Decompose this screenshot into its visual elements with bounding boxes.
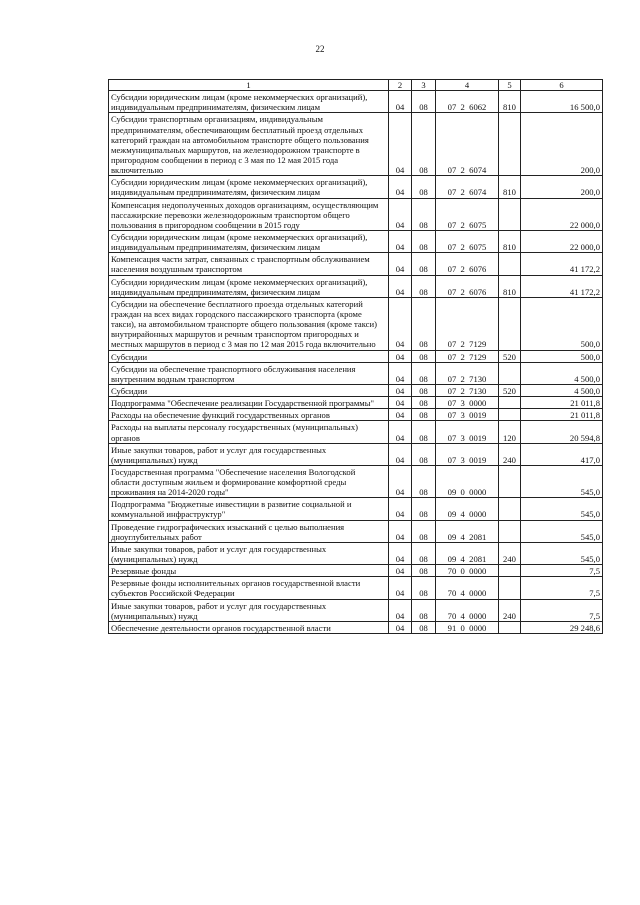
row-section-cell: 04 [389, 230, 412, 252]
row-amount-cell: 41 172,2 [521, 275, 603, 297]
row-expense-type-cell: 520 [499, 350, 521, 362]
row-expense-type-cell [499, 498, 521, 520]
row-amount-cell: 200,0 [521, 113, 603, 176]
row-subsection-cell: 08 [412, 599, 436, 621]
row-amount-cell: 20 594,8 [521, 421, 603, 443]
row-target-article-cell: 09 4 2081 [436, 542, 499, 564]
row-target-article-cell: 07 2 7130 [436, 362, 499, 384]
row-target-article-cell: 07 2 7130 [436, 384, 499, 396]
table-row [109, 198, 603, 230]
row-name-cell: Субсидии на обеспечение транспортного обслуживания населения внутренним водным транспортом [109, 362, 389, 384]
row-target-article-cell: 07 2 6074 [436, 113, 499, 176]
column-header: 5 [499, 80, 521, 91]
row-target-article-cell: 07 2 6074 [436, 176, 499, 198]
row-section-cell: 04 [389, 113, 412, 176]
row-target-article-cell: 07 3 0019 [436, 421, 499, 443]
row-amount-cell: 16 500,0 [521, 91, 603, 113]
row-target-article-cell: 09 4 2081 [436, 520, 499, 542]
row-expense-type-cell [499, 397, 521, 409]
row-expense-type-cell [499, 253, 521, 275]
row-amount-cell: 41 172,2 [521, 253, 603, 275]
row-amount-cell: 4 500,0 [521, 362, 603, 384]
row-section-cell: 04 [389, 465, 412, 497]
row-expense-type-cell [499, 362, 521, 384]
row-name-cell: Подпрограмма "Бюджетные инвестиции в развитие социальной и коммунальной инфраструктур" [109, 498, 389, 520]
column-header: 4 [436, 80, 499, 91]
row-target-article-cell: 70 0 0000 [436, 565, 499, 577]
row-expense-type-cell: 810 [499, 91, 521, 113]
row-section-cell: 04 [389, 253, 412, 275]
row-section-cell: 04 [389, 599, 412, 621]
table-row [109, 350, 603, 362]
row-expense-type-cell: 810 [499, 275, 521, 297]
row-amount-cell: 7,5 [521, 599, 603, 621]
table-header-row [109, 80, 603, 91]
row-subsection-cell: 08 [412, 198, 436, 230]
row-expense-type-cell: 810 [499, 230, 521, 252]
row-target-article-cell: 07 3 0019 [436, 443, 499, 465]
row-expense-type-cell [499, 409, 521, 421]
row-section-cell: 04 [389, 577, 412, 599]
row-name-cell: Компенсация недополученных доходов организациям, осуществляющим пассажирские перевозки железнодорожным транспортом общего пользования в пригородном сообщении в 2015 году [109, 198, 389, 230]
row-subsection-cell: 08 [412, 362, 436, 384]
row-subsection-cell: 08 [412, 275, 436, 297]
row-name-cell: Расходы на обеспечение функций государственных органов [109, 409, 389, 421]
row-name-cell: Субсидии юридическим лицам (кроме некоммерческих организаций), индивидуальным предпринимателям, физическим лицам [109, 91, 389, 113]
row-target-article-cell: 09 4 0000 [436, 498, 499, 520]
table-row [109, 599, 603, 621]
row-name-cell: Компенсация части затрат, связанных с транспортным обслуживанием населения воздушным транспортом [109, 253, 389, 275]
row-expense-type-cell: 120 [499, 421, 521, 443]
row-expense-type-cell: 240 [499, 599, 521, 621]
row-section-cell: 04 [389, 362, 412, 384]
row-target-article-cell: 07 2 7129 [436, 297, 499, 350]
row-name-cell: Субсидии юридическим лицам (кроме некоммерческих организаций), индивидуальным предпринимателям, физическим лицам [109, 230, 389, 252]
row-section-cell: 04 [389, 275, 412, 297]
row-expense-type-cell: 520 [499, 384, 521, 396]
row-name-cell: Государственная программа "Обеспечение населения Вологодской области доступным жильем и формирование комфортной среды проживания на 2014-2020 годы" [109, 465, 389, 497]
row-section-cell: 04 [389, 621, 412, 633]
table-row [109, 113, 603, 176]
row-subsection-cell: 08 [412, 421, 436, 443]
row-amount-cell: 200,0 [521, 176, 603, 198]
row-name-cell: Субсидии [109, 350, 389, 362]
row-amount-cell: 29 248,6 [521, 621, 603, 633]
row-expense-type-cell [499, 565, 521, 577]
row-subsection-cell: 08 [412, 577, 436, 599]
row-expense-type-cell [499, 198, 521, 230]
row-section-cell: 04 [389, 421, 412, 443]
table-row [109, 421, 603, 443]
row-name-cell: Субсидии [109, 384, 389, 396]
row-name-cell: Подпрограмма "Обеспечение реализации Государственной программы" [109, 397, 389, 409]
row-subsection-cell: 08 [412, 297, 436, 350]
row-section-cell: 04 [389, 520, 412, 542]
table-row [109, 253, 603, 275]
row-subsection-cell: 08 [412, 230, 436, 252]
row-section-cell: 04 [389, 542, 412, 564]
row-amount-cell: 22 000,0 [521, 230, 603, 252]
table-row [109, 275, 603, 297]
row-subsection-cell: 08 [412, 176, 436, 198]
row-expense-type-cell [499, 621, 521, 633]
row-subsection-cell: 08 [412, 498, 436, 520]
row-target-article-cell: 91 0 0000 [436, 621, 499, 633]
table-row [109, 362, 603, 384]
page-number: 22 [315, 44, 325, 54]
row-name-cell: Расходы на выплаты персоналу государственных (муниципальных) органов [109, 421, 389, 443]
row-target-article-cell: 07 2 6062 [436, 91, 499, 113]
row-name-cell: Резервные фонды [109, 565, 389, 577]
row-section-cell: 04 [389, 498, 412, 520]
table-row [109, 297, 603, 350]
row-target-article-cell: 70 4 0000 [436, 577, 499, 599]
table-row [109, 565, 603, 577]
row-section-cell: 04 [389, 565, 412, 577]
column-header: 2 [389, 80, 412, 91]
column-header: 3 [412, 80, 436, 91]
row-name-cell: Иные закупки товаров, работ и услуг для государственных (муниципальных) нужд [109, 542, 389, 564]
row-section-cell: 04 [389, 198, 412, 230]
row-section-cell: 04 [389, 409, 412, 421]
row-amount-cell: 545,0 [521, 520, 603, 542]
row-subsection-cell: 08 [412, 520, 436, 542]
row-name-cell: Обеспечение деятельности органов государственной власти [109, 621, 389, 633]
row-section-cell: 04 [389, 91, 412, 113]
row-target-article-cell: 07 2 7129 [436, 350, 499, 362]
row-subsection-cell: 08 [412, 91, 436, 113]
row-amount-cell: 7,5 [521, 565, 603, 577]
row-amount-cell: 500,0 [521, 297, 603, 350]
row-subsection-cell: 08 [412, 384, 436, 396]
row-name-cell: Субсидии юридическим лицам (кроме некоммерческих организаций), индивидуальным предпринимателям, физическим лицам [109, 176, 389, 198]
table-row [109, 520, 603, 542]
table-row [109, 621, 603, 633]
row-subsection-cell: 08 [412, 621, 436, 633]
row-amount-cell: 545,0 [521, 465, 603, 497]
row-target-article-cell: 07 2 6075 [436, 198, 499, 230]
row-name-cell: Субсидии на обеспечение бесплатного проезда отдельных категорий граждан на всех видах городского пассажирского транспорта (кроме такси), на автомобильном транспорте общего пользования (кроме такси) внутрирайонных маршрутов и речным транспортом пригородных и местных маршрутов в период с 3 мая по 12 мая 2015 года включительно [109, 297, 389, 350]
row-expense-type-cell: 240 [499, 443, 521, 465]
row-subsection-cell: 08 [412, 397, 436, 409]
row-section-cell: 04 [389, 397, 412, 409]
row-section-cell: 04 [389, 297, 412, 350]
row-subsection-cell: 08 [412, 565, 436, 577]
row-expense-type-cell [499, 577, 521, 599]
row-target-article-cell: 07 3 0000 [436, 397, 499, 409]
row-amount-cell: 21 011,8 [521, 397, 603, 409]
row-expense-type-cell [499, 113, 521, 176]
row-amount-cell: 4 500,0 [521, 384, 603, 396]
row-subsection-cell: 08 [412, 542, 436, 564]
row-subsection-cell: 08 [412, 350, 436, 362]
table-row [109, 230, 603, 252]
row-amount-cell: 22 000,0 [521, 198, 603, 230]
row-section-cell: 04 [389, 176, 412, 198]
row-subsection-cell: 08 [412, 113, 436, 176]
row-subsection-cell: 08 [412, 465, 436, 497]
row-target-article-cell: 07 3 0019 [436, 409, 499, 421]
row-name-cell: Субсидии юридическим лицам (кроме некоммерческих организаций), индивидуальным предпринимателям, физическим лицам [109, 275, 389, 297]
row-target-article-cell: 70 4 0000 [436, 599, 499, 621]
row-name-cell: Проведение гидрографических изысканий с целью выполнения дноуглубительных работ [109, 520, 389, 542]
table-row [109, 465, 603, 497]
row-expense-type-cell: 240 [499, 542, 521, 564]
row-name-cell: Резервные фонды исполнительных органов государственной власти субъектов Российской Федерации [109, 577, 389, 599]
row-amount-cell: 500,0 [521, 350, 603, 362]
table-row [109, 91, 603, 113]
row-expense-type-cell: 810 [499, 176, 521, 198]
column-header: 1 [109, 80, 389, 91]
row-amount-cell: 7,5 [521, 577, 603, 599]
row-amount-cell: 21 011,8 [521, 409, 603, 421]
row-target-article-cell: 07 2 6075 [436, 230, 499, 252]
table-row [109, 384, 603, 396]
row-target-article-cell: 09 0 0000 [436, 465, 499, 497]
row-name-cell: Субсидии транспортным организациям, индивидуальным предпринимателям, обеспечивающим бесплатный проезд отдельных категорий граждан на автомобильном транспорте общего пользования межмуниципальных маршрутов, на железнодорожном транспорте в пригородном сообщении в период с 3 мая по 12 мая 2015 года включительно [109, 113, 389, 176]
row-subsection-cell: 08 [412, 409, 436, 421]
row-expense-type-cell [499, 297, 521, 350]
row-subsection-cell: 08 [412, 253, 436, 275]
table-row [109, 443, 603, 465]
row-name-cell: Иные закупки товаров, работ и услуг для государственных (муниципальных) нужд [109, 599, 389, 621]
column-header: 6 [521, 80, 603, 91]
budget-table [108, 79, 603, 634]
row-amount-cell: 545,0 [521, 498, 603, 520]
row-target-article-cell: 07 2 6076 [436, 275, 499, 297]
table-row [109, 409, 603, 421]
row-section-cell: 04 [389, 443, 412, 465]
row-expense-type-cell [499, 520, 521, 542]
table-row [109, 498, 603, 520]
table-row [109, 176, 603, 198]
row-target-article-cell: 07 2 6076 [436, 253, 499, 275]
row-amount-cell: 417,0 [521, 443, 603, 465]
table-row [109, 577, 603, 599]
table-row [109, 542, 603, 564]
row-section-cell: 04 [389, 384, 412, 396]
row-section-cell: 04 [389, 350, 412, 362]
row-amount-cell: 545,0 [521, 542, 603, 564]
row-expense-type-cell [499, 465, 521, 497]
table-row [109, 397, 603, 409]
row-name-cell: Иные закупки товаров, работ и услуг для государственных (муниципальных) нужд [109, 443, 389, 465]
row-subsection-cell: 08 [412, 443, 436, 465]
